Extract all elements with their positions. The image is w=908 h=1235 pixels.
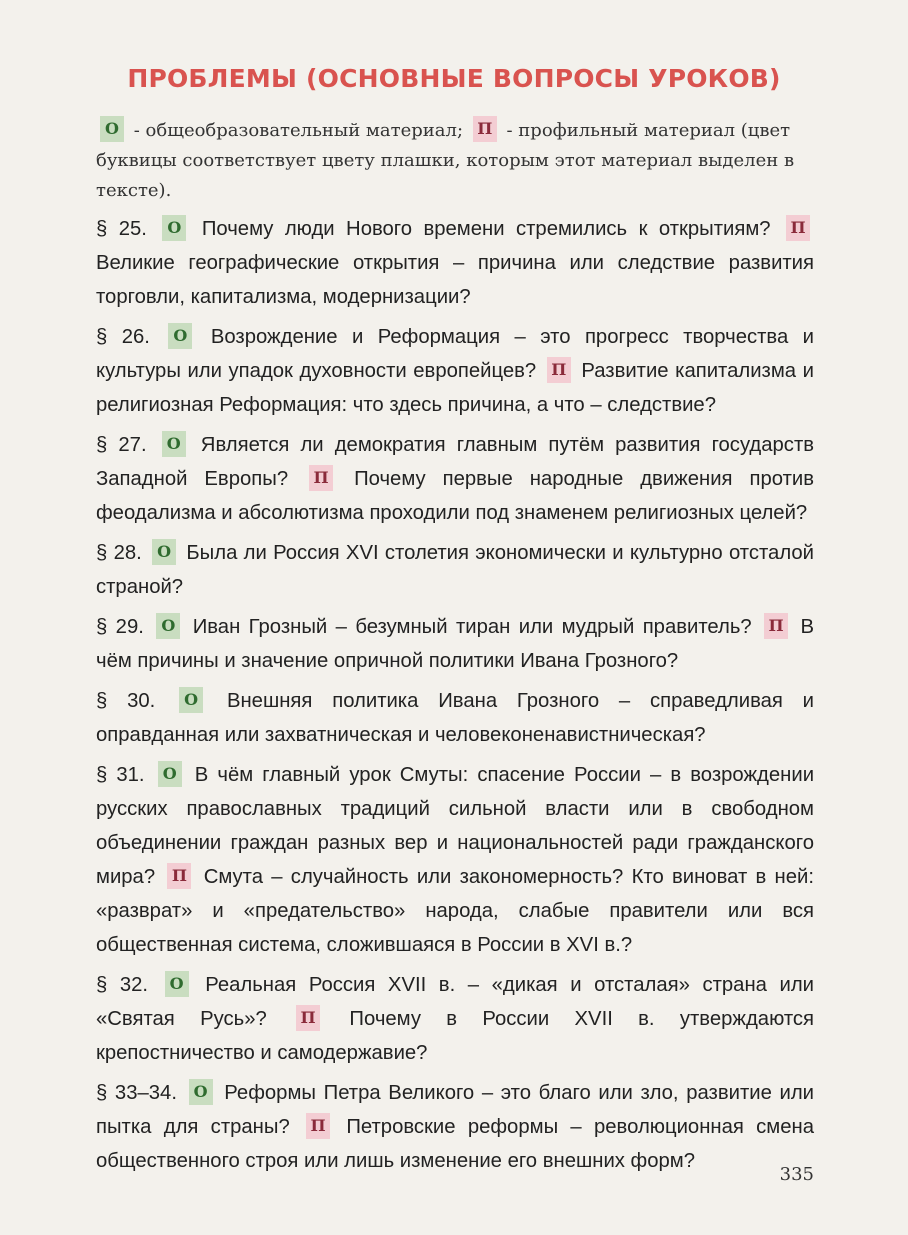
topic-item — [96, 536, 814, 604]
topic-number: § 25. — [96, 218, 147, 240]
topic-o-text: Реальная Россия XVII в. – «дикая и отсталая» страна или «Святая Русь»? — [96, 974, 814, 1030]
topic-item — [96, 684, 814, 752]
topic-number: § 33–34. — [96, 1082, 177, 1104]
topic-p-text: Почему в России XVII в. утверждаются крепостничество и самодержавие? — [96, 1008, 815, 1064]
p-badge: П — [309, 465, 333, 491]
o-badge: О — [158, 761, 182, 787]
topic-number: § 30. — [96, 690, 156, 712]
topic-o-text: В чём главный урок Смуты: спасение России – в возрождении русских православных традиций сильной власти или в свободном объединении граждан разных вер и национальностей ради гражданского мира? — [96, 764, 815, 888]
topic-item — [96, 428, 814, 530]
page-title: ПРОБЛЕМЫ (ОСНОВНЫЕ ВОПРОСЫ УРОКОВ) — [127, 64, 781, 93]
topic-item — [96, 320, 814, 422]
topic-o-text: Иван Грозный – безумный тиран или мудрый правитель? — [192, 616, 752, 638]
topic-item — [96, 212, 814, 314]
topic-p-text: Петровские реформы – революционная смена общественного строя или лишь изменение его внешних форм? — [96, 1116, 815, 1172]
o-badge: О — [165, 971, 189, 997]
o-badge: О — [156, 613, 180, 639]
topic-o-text: Была ли Россия XVI столетия экономически и культурно отсталой страной? — [96, 542, 815, 598]
topic-p-text: Смута – случайность или закономерность? Кто виноват в ней: «разврат» и «предательство» народа, слабые правители или вся общественная система, сложившаяся в России в XVI в.? — [96, 866, 814, 956]
o-badge: О — [162, 215, 186, 241]
topic-item — [96, 610, 814, 678]
topic-number: § 27. — [96, 434, 147, 456]
o-badge: О — [189, 1079, 213, 1105]
o-badge: О — [162, 431, 186, 457]
topic-number: § 29. — [96, 616, 144, 638]
topic-p-text: Почему первые народные движения против феодализма и абсолютизма проходили под знаменем религиозных целей? — [96, 468, 814, 524]
p-badge: П — [764, 613, 788, 639]
legend — [96, 116, 816, 206]
topic-p-text: В чём причины и значение опричной политики Ивана Грозного? — [96, 616, 815, 672]
p-badge: П — [786, 215, 810, 241]
o-badge: О — [168, 323, 192, 349]
topic-item — [96, 968, 814, 1070]
p-badge: П — [296, 1005, 320, 1031]
p-badge: П — [473, 116, 497, 142]
topic-p-text: Развитие капитализма и религиозная Реформация: что здесь причина, а что – следствие? — [96, 360, 814, 416]
topic-number: § 32. — [96, 974, 149, 996]
page-number: 335 — [779, 1164, 814, 1185]
topic-number: § 28. — [96, 542, 142, 564]
p-badge: П — [306, 1113, 330, 1139]
topic-number: § 31. — [96, 764, 145, 786]
p-badge: П — [547, 357, 571, 383]
topic-o-text: Реформы Петра Великого – это благо или зло, развитие или пытка для страны? — [96, 1082, 814, 1138]
p-badge: П — [167, 863, 191, 889]
topic-o-text: Внешняя политика Ивана Грозного – справедливая и оправданная или захватническая и человеконенавистническая? — [96, 690, 815, 746]
o-badge: О — [100, 116, 124, 142]
topic-item — [96, 758, 814, 962]
topics-list — [96, 212, 814, 1184]
topic-o-text: Почему люди Нового времени стремились к открытиям? — [201, 218, 771, 240]
topic-item — [96, 1076, 814, 1178]
o-badge: О — [179, 687, 203, 713]
legend-p-text: - профильный материал (цвет буквицы соответствует цвету плашки, которым этот материал выделен в тексте). — [96, 120, 795, 201]
o-badge: О — [152, 539, 176, 565]
topic-number: § 26. — [96, 326, 150, 348]
topic-o-text: Является ли демократия главным путём развития государств Западной Европы? — [96, 434, 815, 490]
topic-p-text: Великие географические открытия – причина или следствие развития торговли, капитализма, модернизации? — [96, 252, 814, 308]
legend-o-text: - общеобразовательный материал; — [133, 120, 464, 141]
topic-o-text: Возрождение и Реформация – это прогресс творчества и культуры или упадок духовности европейцев? — [96, 326, 815, 382]
